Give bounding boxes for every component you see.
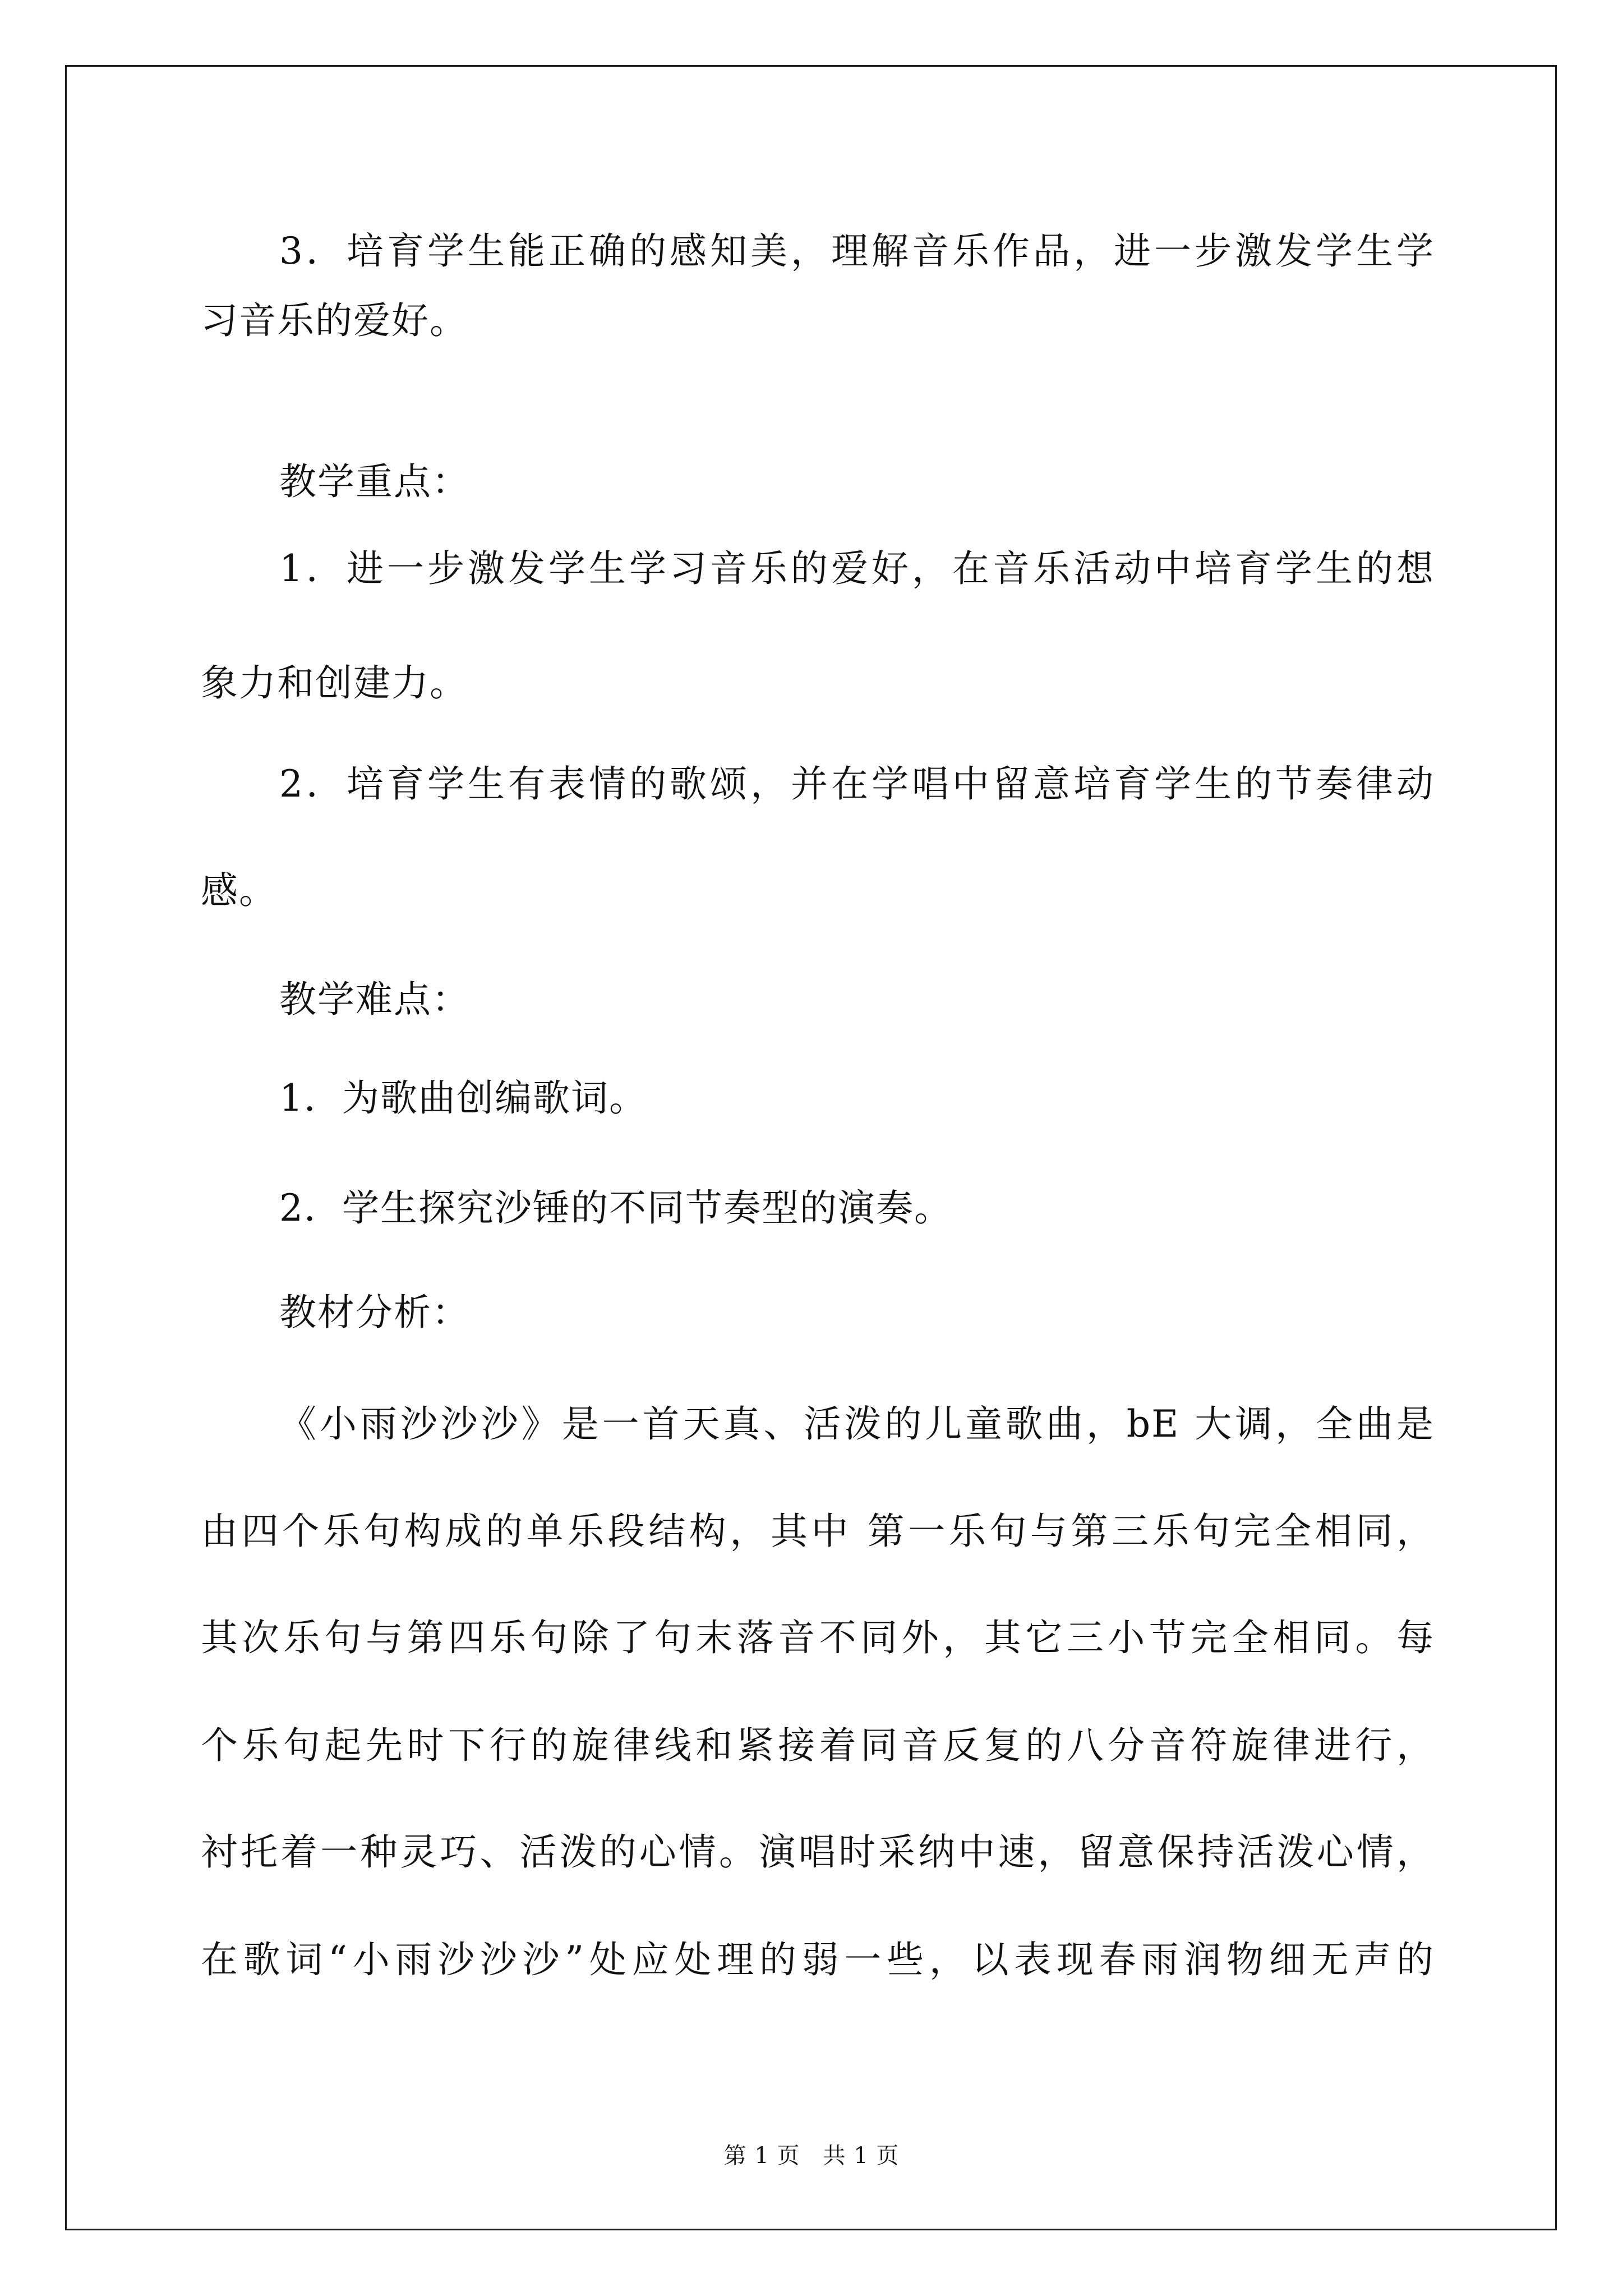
analysis-line-1: 《小雨沙沙沙》是一首天真、活泼的儿童歌曲，bE 大调，全曲是 [279,1402,1435,1446]
analysis-line-5: 衬托着一种灵巧、活泼的心情。演唱时采纳中速，留意保持活泼心情， [201,1830,1435,1874]
analysis-line-4: 个乐句起先时下行的旋律线和紧接着同音反复的八分音符旋律进行， [201,1724,1435,1767]
paragraph-goal-3-line-1: 3．培育学生能正确的感知美，理解音乐作品，进一步激发学生学 [279,229,1435,273]
analysis-line-2: 由四个乐句构成的单乐段结构，其中 第一乐句与第三乐句完全相同， [201,1510,1435,1553]
paragraph-goal-3-line-2: 习音乐的爱好。 [201,299,468,342]
difficulty-item-1: 1．为歌曲创编歌词。 [279,1076,647,1120]
heading-teaching-difficulty: 教学难点： [279,978,470,1021]
focus-item-2-line-2: 感。 [201,869,277,912]
page-number-footer: 第 1 页 共 1 页 [723,2143,900,2169]
difficulty-item-2: 2．学生探究沙锤的不同节奏型的演奏。 [279,1186,952,1230]
heading-teaching-focus: 教学重点： [279,460,470,503]
focus-item-1-line-2: 象力和创建力。 [201,661,468,705]
focus-item-2-line-1: 2．培育学生有表情的歌颂，并在学唱中留意培育学生的节奏律动 [279,762,1435,806]
analysis-line-6: 在歌词“小雨沙沙沙”处应处理的弱一些，以表现春雨润物细无声的 [201,1938,1435,1981]
focus-item-1-line-1: 1．进一步激发学生学习音乐的爱好，在音乐活动中培育学生的想 [279,547,1435,590]
analysis-line-3: 其次乐句与第四乐句除了句末落音不同外，其它三小节完全相同。每 [201,1616,1435,1659]
heading-material-analysis: 教材分析： [279,1291,470,1334]
page-border [65,65,1557,2230]
